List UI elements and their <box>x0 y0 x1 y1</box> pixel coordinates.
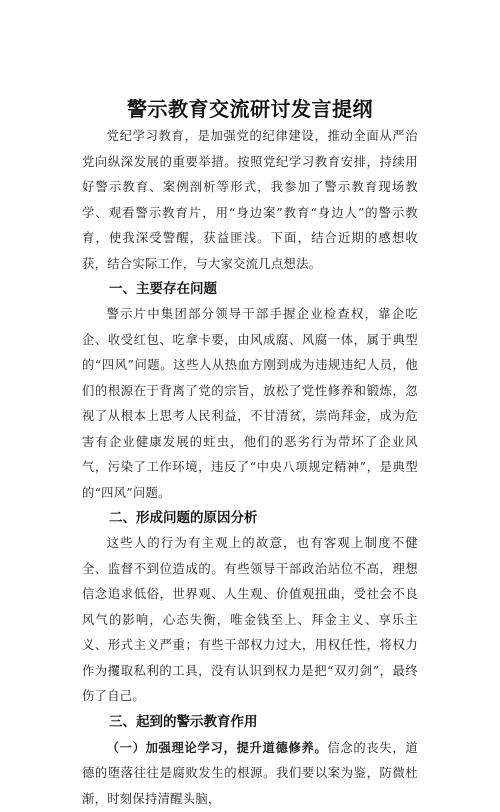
document-body <box>82 124 418 812</box>
subsection-lead: （一）加强理论学习，提升道德修养。 <box>107 740 328 755</box>
section-paragraph-problems: 警示片中集团部分领导干部手握企业检查权，靠企吃企、收受红包、吃拿卡要，由风成腐、风腐一体，属于典型的“四风”问题。这些人从热血方刚到成为违规违纪人员，他们的根源在于背离了党的宗旨，放松了党性修养和锻炼，忽视了从根本上思考人民利益，不甘清贫，崇尚拜金，成为危害有企业健康发展的蛀虫，他们的恶劣行为带坏了企业风气，污染了工作环境，违反了“中央八项规定精神”，是典型的“四风”问题。 <box>82 302 418 506</box>
section-heading-warning-role: 三、起到的警示教育作用 <box>82 710 418 735</box>
section-heading-causes: 二、形成问题的原因分析 <box>82 506 418 531</box>
subsection-text: 信念的丧失，道德的堕落往往是腐败发生的根源。我们要以案为鉴，防微杜渐，时刻保持清醒头脑， <box>82 741 418 806</box>
document-title: 警示教育交流研讨发言提纲 <box>0 93 500 122</box>
section-paragraph-causes: 这些人的行为有主观上的故意，也有客观上制度不健全、监督不到位造成的。有些领导干部政治站位不高，理想信念追求低俗，世界观、人生观、价值观扭曲，受社会不良风气的影响，心态失衡，唯金钱至上、拜金主义、享乐主义、形式主义严重；有些干部权力过大，用权任性，将权力作为攫取私利的工具，没有认识到权力是把“双刃剑”，最终伤了自己。 <box>82 531 418 710</box>
section-paragraph-warning-role <box>82 735 418 812</box>
section-heading-problems: 一、主要存在问题 <box>82 277 418 302</box>
intro-paragraph: 党纪学习教育，是加强党的纪律建设，推动全面从严治党向纵深发展的重要举措。按照党纪学习教育安排，持续用好警示教育、案例剖析等形式，我参加了警示教育现场教学、观看警示教育片，用“身边案”教育“身边人”的警示教育，使我深受警醒，获益匪浅。下面，结合近期的感想收获，结合实际工作，与大家交流几点想法。 <box>82 124 418 277</box>
